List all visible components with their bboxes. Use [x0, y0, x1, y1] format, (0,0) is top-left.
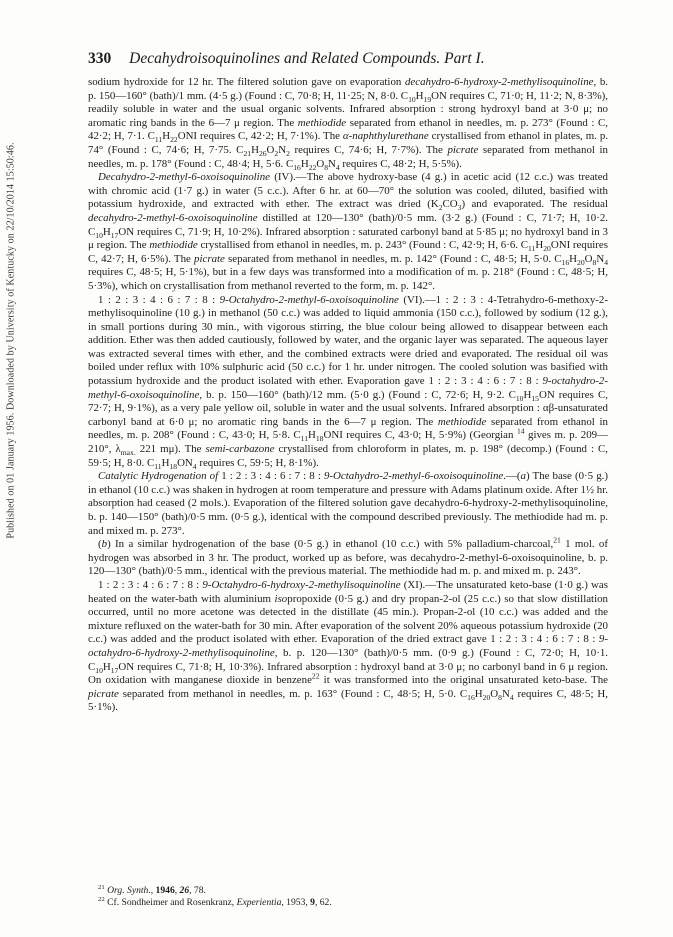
- body-paragraph: (b) In a similar hydrogenation of the base (0·5 g.) in ethanol (10 c.c.) with 5% palladium-charcoal,$^{21}$ 1 mol. of hydrogen was absorbed in 3 hr. The product, worked up as before, was decahydro-2-methyl-6-oxoisoquinoline, b. p. 120—130° (bath)/0·5 mm., identical with the previous material. The methiodide had m. p. and mixed m. p. 243°.: [88, 535, 608, 578]
- download-watermark-text: Published on 01 January 1956. Downloaded by University of Kentucky on 22/10/2014 15:50:46.: [5, 141, 17, 539]
- body-paragraph: Catalytic Hydrogenation of 1 : 2 : 3 : 4 : 6 : 7 : 8 : 9-Octahydro-2-methyl-6-oxoisoquinoline.—(a) The base (0·5 g.) in ethanol (10 c.c.) was shaken in hydrogen at room temperature and pressure with Adams platinum oxide. After 1½ hr. absorption had ceased (2 mols.). Evaporation of the filtered solution gave decahydro-6-hydroxy-2-methylisoquinoline, b. p. 140—150° (bath)/0·5 mm. (0·5 g.), identical with the compound described previously. The methiodide had m. p. and mixed m. p. 273°.: [88, 470, 608, 537]
- footnote: $^{22}$ Cf. Sondheimer and Rosenkranz, Experientia, 1953, 9, 62.: [98, 895, 332, 908]
- download-watermark: [4, 60, 18, 620]
- footnote: $^{21}$ Org. Synth., 1946, 26, 78.: [98, 883, 206, 896]
- body-paragraph: Decahydro-2-methyl-6-oxoisoquinoline (IV).—The above hydroxy-base (4 g.) in acetic acid (12 c.c.) was treated with chromic acid (1·7 g.) in water (5 c.c.). After 6 hr. at 60—70° the solution was cooled, diluted, basified with potassium hydroxide, and extracted with ether. The extract was dried $(K_2CO_3)$ and evaporated. The residual decahydro-2-methyl-6-oxoisoquinoline distilled at 120—130° (bath)/0·5 mm. (3·2 g.) (Found : C, 71·7; H, 10·2. $C_{10}H_{17}ON$ requires C, 71·9; H, 10·2%). Infrared absorption : saturated carbonyl band at 5·85 μ; no hydroxyl band in 3 μ region. The methiodide crystallised from ethanol in needles, m. p. 243° (Found : C, 42·9; H, 6·6. $C_{11}H_{20}ONI$ requires C, 42·7; H, 6·5%). The picrate separated from methanol in needles, m. p. 142° (Found : C, 48·5; H, 5·0. $C_{16}H_{20}O_8N_4$ requires C, 48·5; H, 5·1%), but in a few days was transformed into a modification of m. p. 218° (Found : C, 48·5; H, 5·3%), which on crystallisation from methanol reverted to the form, m. p. 142°.: [88, 171, 609, 292]
- page-number: 330: [88, 50, 112, 67]
- body-paragraph: 1 : 2 : 3 : 4 : 6 : 7 : 8 : 9-Octahydro-6-hydroxy-2-methylisoquinoline (XI).—The unsaturated keto-base (1·0 g.) was heated on the water-bath with aluminium isopropoxide (0·5 g.) and dry propan-2-ol (25 c.c.) so that slow distillation occurred, until no more acetone was detected in the distillate (45 min.). Propan-2-ol (10 c.c.) was added and the mixture refluxed on the water-bath for 30 min. After evaporation of the solvent 20% aqueous potassium hydroxide (20 c.c.) was added and the product isolated with ether. Evaporation of the dried extract gave 1 : 2 : 3 : 4 : 6 : 7 : 8 : 9-octahydro-6-hydroxy-2-methylisoquinoline, b. p. 120—130° (bath)/0·5 mm. (0·9 g.) (Found : C, 72·0; H, 10·1. $C_{10}H_{17}ON$ requires C, 71·8; H, 10·3%). Infrared absorption : hydroxyl band at 3·0 μ; no carbonyl band in 6 μ region. On oxidation with manganese dioxide in benzene$^{22}$ it was transformed into the original unsaturated keto-base. The picrate separated from methanol in needles, m. p. 163° (Found : C, 48·5; H, 5·0. $C_{16}H_{20}O_8N_4$ requires C, 48·5; H, 5·1%).: [88, 578, 609, 714]
- footnotes: [88, 885, 608, 908]
- running-header: [88, 50, 608, 68]
- body-paragraph: sodium hydroxide for 12 hr. The filtered solution gave on evaporation decahydro-6-hydroxy-2-methylisoquinoline, b. p. 150—160° (bath)/1 mm. (4·5 g.) (Found : C, 70·8; H, 11·25; N, 8·0. $C_{10}H_{19}ON$ requires C, 71·0; H, 11·2; N, 8·3%), readily soluble in water and the usual organic solvents. Infrared absorption : strong hydroxyl band at 3·0 μ; no aromatic ring bands in the 6—7 μ region. The methiodide separated from ethanol in needles, m. p. 273° (Found : C, 42·2; H, 7·1. $C_{11}H_{22}ONI$ requires C, 42·2; H, 7·1%). The α-naphthylurethane crystallised from ethanol in plates, m. p. 74° (Found : C, 74·6; H, 7·75. $C_{21}H_{26}O_2N_2$ requires C, 74·6; H, 7·7%). The picrate separated from methanol in needles, m. p. 178° (Found : C, 48·4; H, 5·6. $C_{16}H_{22}O_8N_4$ requires C, 48·2; H, 5·5%).: [88, 76, 609, 172]
- article-body: [88, 76, 608, 715]
- running-title: Decahydroisoquinolines and Related Compounds. Part I.: [129, 50, 485, 67]
- body-paragraph: 1 : 2 : 3 : 4 : 6 : 7 : 8 : 9-Octahydro-2-methyl-6-oxoisoquinoline (VI).—1 : 2 : 3 : 4-Tetrahydro-6-methoxy-2-methylisoquinoline (10 g.) in methanol (50 c.c.) was added to liquid ammonia (150 c.c.), followed by sodium (12 g.), in small portions during 30 min., with vigorous stirring, the blue colour being allowed to disappear between each addition. Ether was then added cautiously, followed by water, and the organic layer was separated. The aqueous layer was extracted several times with ether, and the combined extracts were dried and evaporated. The residual oil was boiled under reflux with 10% sulphuric acid (50 c.c.) for 1 hr. under nitrogen. The cooled solution was basified with potassium hydroxide and the product isolated with ether. Evaporation gave 1 : 2 : 3 : 4 : 6 : 7 : 8 : 9-octahydro-2-methyl-6-oxoisoquinoline, b. p. 150—160° (bath)/12 mm. (5·0 g.) (Found : C, 72·6; H, 9·2. $C_{10}H_{15}ON$ requires C, 72·7; H, 9·1%), as a very pale yellow oil, soluble in water and the usual solvents. Infrared absorption : αβ-unsaturated carbonyl band at 6·0 μ; no aromatic ring bands in the 6—7 μ region. The methiodide separated from ethanol in needles, m. p. 208° (Found : C, 43·0; H, 5·8. $C_{11}H_{18}ONI$ requires C, 43·0; H, 5·9%) (Georgian $^{14}$ gives m. p. 209—210°, $\lambda_{max.}$ 221 mμ). The semi-carbazone crystallised from chloroform in plates, m. p. 198° (decomp.) (Found : C, 59·5; H, 8·0. $C_{11}H_{18}ON_4$ requires C, 59·5; H, 8·1%).: [88, 293, 609, 471]
